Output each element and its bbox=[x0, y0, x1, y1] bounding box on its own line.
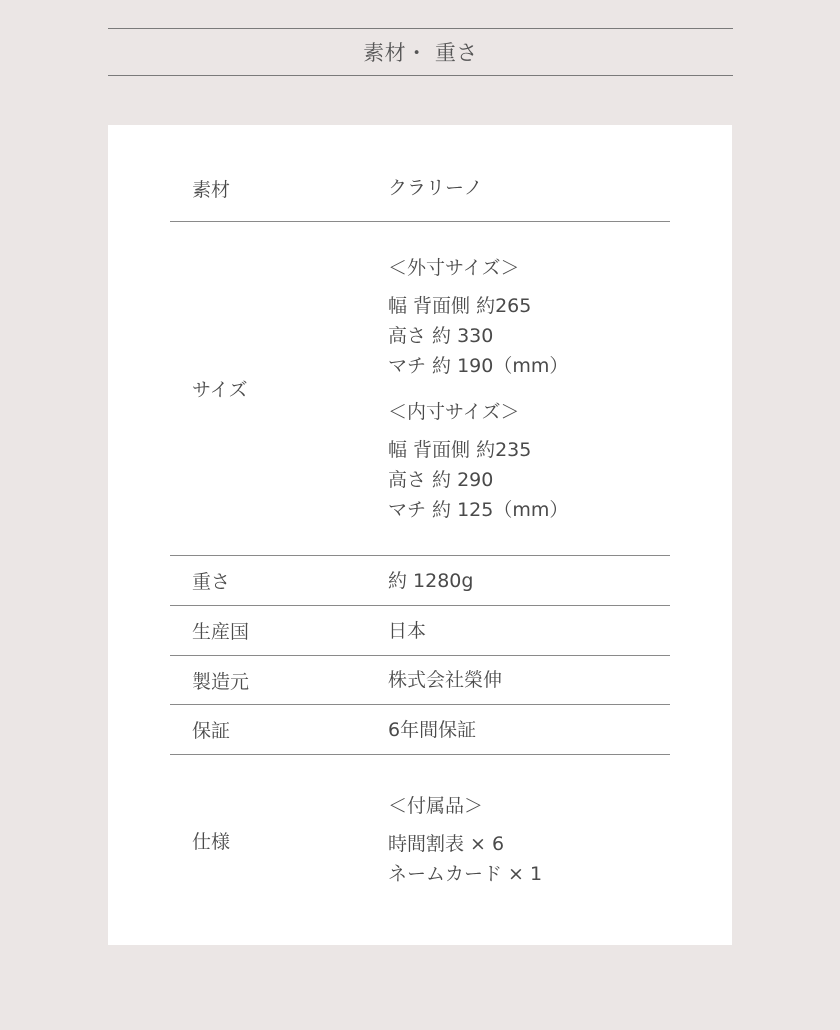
accessory-item: ネームカード × 1 bbox=[388, 863, 543, 885]
row-value: クラリーノ bbox=[388, 177, 483, 199]
inner-width: 幅 背面側 約235 bbox=[388, 438, 532, 461]
row-label: 重さ bbox=[192, 571, 231, 593]
row-label: 生産国 bbox=[192, 621, 250, 643]
row-value: 6年間保証 bbox=[388, 718, 477, 741]
section-title: 素材・ 重さ bbox=[108, 28, 733, 76]
table-row-warranty bbox=[170, 705, 670, 755]
inner-height: 高さ 約 290 bbox=[388, 468, 494, 491]
outer-size-heading: ＜外寸サイズ＞ bbox=[388, 256, 520, 279]
row-value: 約 1280g bbox=[388, 569, 474, 592]
table-row-size bbox=[170, 222, 670, 556]
outer-depth: マチ 約 190（mm） bbox=[388, 354, 569, 377]
table-row-maker bbox=[170, 656, 670, 705]
row-value: 株式会社榮伸 bbox=[388, 669, 503, 691]
inner-size-heading: ＜内寸サイズ＞ bbox=[388, 400, 520, 423]
table-row-country bbox=[170, 606, 670, 656]
spec-card bbox=[108, 125, 732, 945]
row-label: 素材 bbox=[192, 178, 231, 201]
row-label: 仕様 bbox=[192, 830, 231, 853]
outer-height: 高さ 約 330 bbox=[388, 324, 494, 347]
outer-width: 幅 背面側 約265 bbox=[388, 294, 532, 317]
row-label: 製造元 bbox=[192, 670, 250, 693]
row-value: 日本 bbox=[388, 619, 427, 642]
row-label: サイズ bbox=[192, 379, 248, 401]
table-row-material bbox=[170, 155, 670, 222]
row-label: 保証 bbox=[192, 720, 231, 742]
accessory-item: 時間割表 × 6 bbox=[388, 833, 505, 855]
table-row-spec bbox=[170, 755, 670, 925]
spec-values bbox=[388, 791, 670, 889]
inner-depth: マチ 約 125（mm） bbox=[388, 498, 569, 521]
table-row-weight bbox=[170, 556, 670, 606]
spec-table bbox=[170, 155, 670, 925]
size-values bbox=[388, 253, 670, 525]
accessories-heading: ＜付属品＞ bbox=[388, 795, 484, 817]
